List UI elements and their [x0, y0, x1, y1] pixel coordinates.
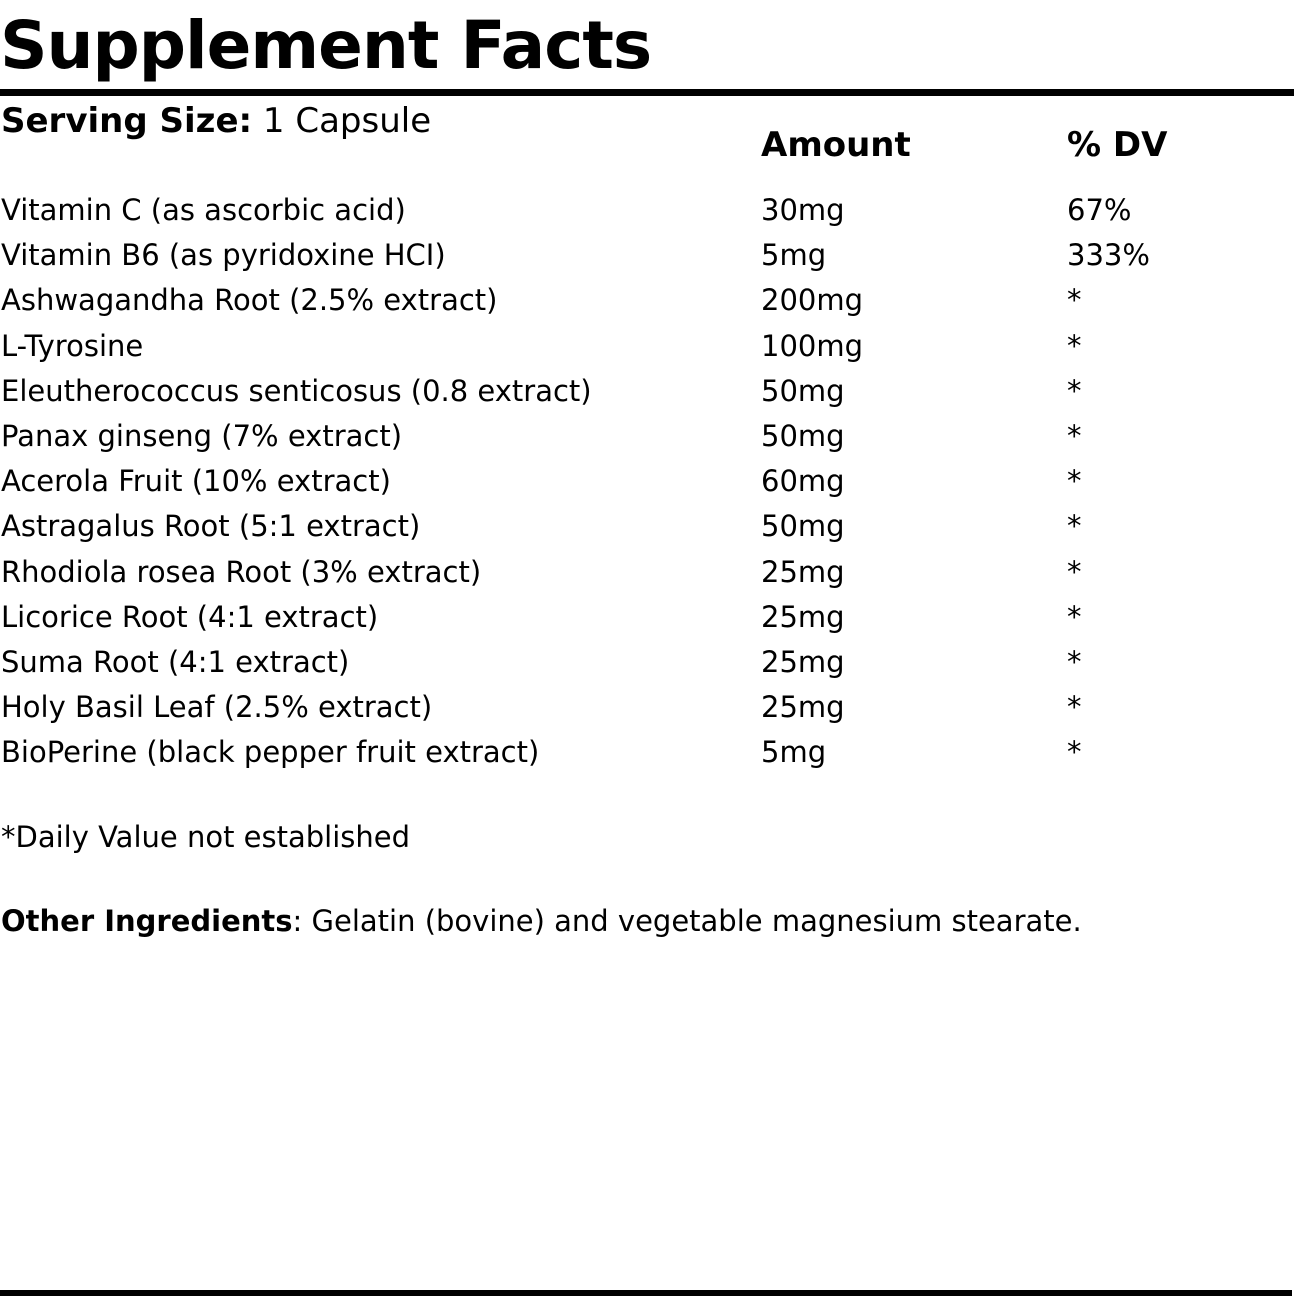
ingredient-row — [0, 685, 1294, 730]
bottom-divider — [0, 1290, 1292, 1296]
ingredient-name: Astragalus Root (5:1 extract) — [1, 509, 421, 544]
ingredient-name: Vitamin B6 (as pyridoxine HCI) — [1, 238, 446, 273]
page-title: Supplement Facts — [0, 7, 652, 84]
ingredient-name: Acerola Fruit (10% extract) — [1, 464, 391, 499]
ingredient-amount: 5mg — [761, 735, 827, 770]
daily-value-footnote: *Daily Value not established — [1, 820, 411, 854]
ingredient-name: Holy Basil Leaf (2.5% extract) — [1, 690, 433, 725]
ingredient-name: Rhodiola rosea Root (3% extract) — [1, 554, 482, 589]
ingredient-amount: 25mg — [761, 690, 845, 725]
ingredient-amount: 25mg — [761, 644, 845, 679]
ingredient-row — [0, 595, 1294, 640]
other-ingredients-text: : Gelatin (bovine) and vegetable magnesium stearate. — [292, 904, 1082, 938]
ingredient-row — [0, 233, 1294, 278]
ingredient-dv: 333% — [1067, 238, 1150, 273]
ingredient-dv: * — [1067, 690, 1082, 725]
ingredient-name: L-Tyrosine — [1, 328, 144, 363]
ingredient-row — [0, 640, 1294, 685]
ingredient-amount: 5mg — [761, 238, 827, 273]
ingredient-row — [0, 504, 1294, 549]
ingredient-row — [0, 278, 1294, 323]
ingredient-amount: 50mg — [761, 418, 845, 453]
ingredient-row — [0, 188, 1294, 233]
ingredient-dv: * — [1067, 283, 1082, 318]
ingredient-dv: 67% — [1067, 193, 1132, 227]
amount-column-header: Amount — [761, 125, 911, 165]
ingredient-amount: 60mg — [761, 464, 845, 499]
ingredient-row — [0, 324, 1294, 369]
ingredient-amount: 100mg — [761, 328, 864, 363]
ingredient-dv: * — [1067, 509, 1082, 544]
other-ingredients-label: Other Ingredients — [1, 904, 293, 938]
top-divider — [0, 89, 1294, 96]
ingredient-table — [0, 188, 1294, 775]
ingredient-name: BioPerine (black pepper fruit extract) — [1, 735, 540, 770]
serving-size — [1, 100, 431, 142]
ingredient-row — [0, 459, 1294, 504]
ingredient-name: Ashwagandha Root (2.5% extract) — [1, 283, 498, 318]
ingredient-name: Panax ginseng (7% extract) — [1, 418, 403, 453]
ingredient-dv: * — [1067, 644, 1082, 679]
ingredient-dv: * — [1067, 328, 1082, 363]
ingredient-name: Licorice Root (4:1 extract) — [1, 599, 379, 634]
ingredient-dv: * — [1067, 418, 1082, 453]
ingredient-amount: 25mg — [761, 599, 845, 634]
ingredient-name: Vitamin C (as ascorbic acid) — [1, 193, 406, 227]
serving-size-label: Serving Size: — [1, 101, 253, 141]
ingredient-dv: * — [1067, 554, 1082, 589]
ingredient-amount: 200mg — [761, 283, 864, 318]
ingredient-amount: 50mg — [761, 373, 845, 408]
ingredient-amount: 25mg — [761, 554, 845, 589]
ingredient-row — [0, 550, 1294, 595]
ingredient-name: Suma Root (4:1 extract) — [1, 644, 350, 679]
ingredient-amount: 30mg — [761, 193, 845, 227]
ingredient-row — [0, 369, 1294, 414]
ingredient-row — [0, 414, 1294, 459]
ingredient-amount: 50mg — [761, 509, 845, 544]
serving-size-value: 1 Capsule — [262, 101, 432, 141]
ingredient-dv: * — [1067, 735, 1082, 770]
ingredient-row — [0, 730, 1294, 775]
ingredient-name: Eleutherococcus senticosus (0.8 extract) — [1, 373, 592, 408]
ingredient-dv: * — [1067, 373, 1082, 408]
other-ingredients — [1, 899, 1082, 943]
ingredient-dv: * — [1067, 599, 1082, 634]
ingredient-dv: * — [1067, 464, 1082, 499]
dv-column-header: % DV — [1067, 125, 1168, 165]
